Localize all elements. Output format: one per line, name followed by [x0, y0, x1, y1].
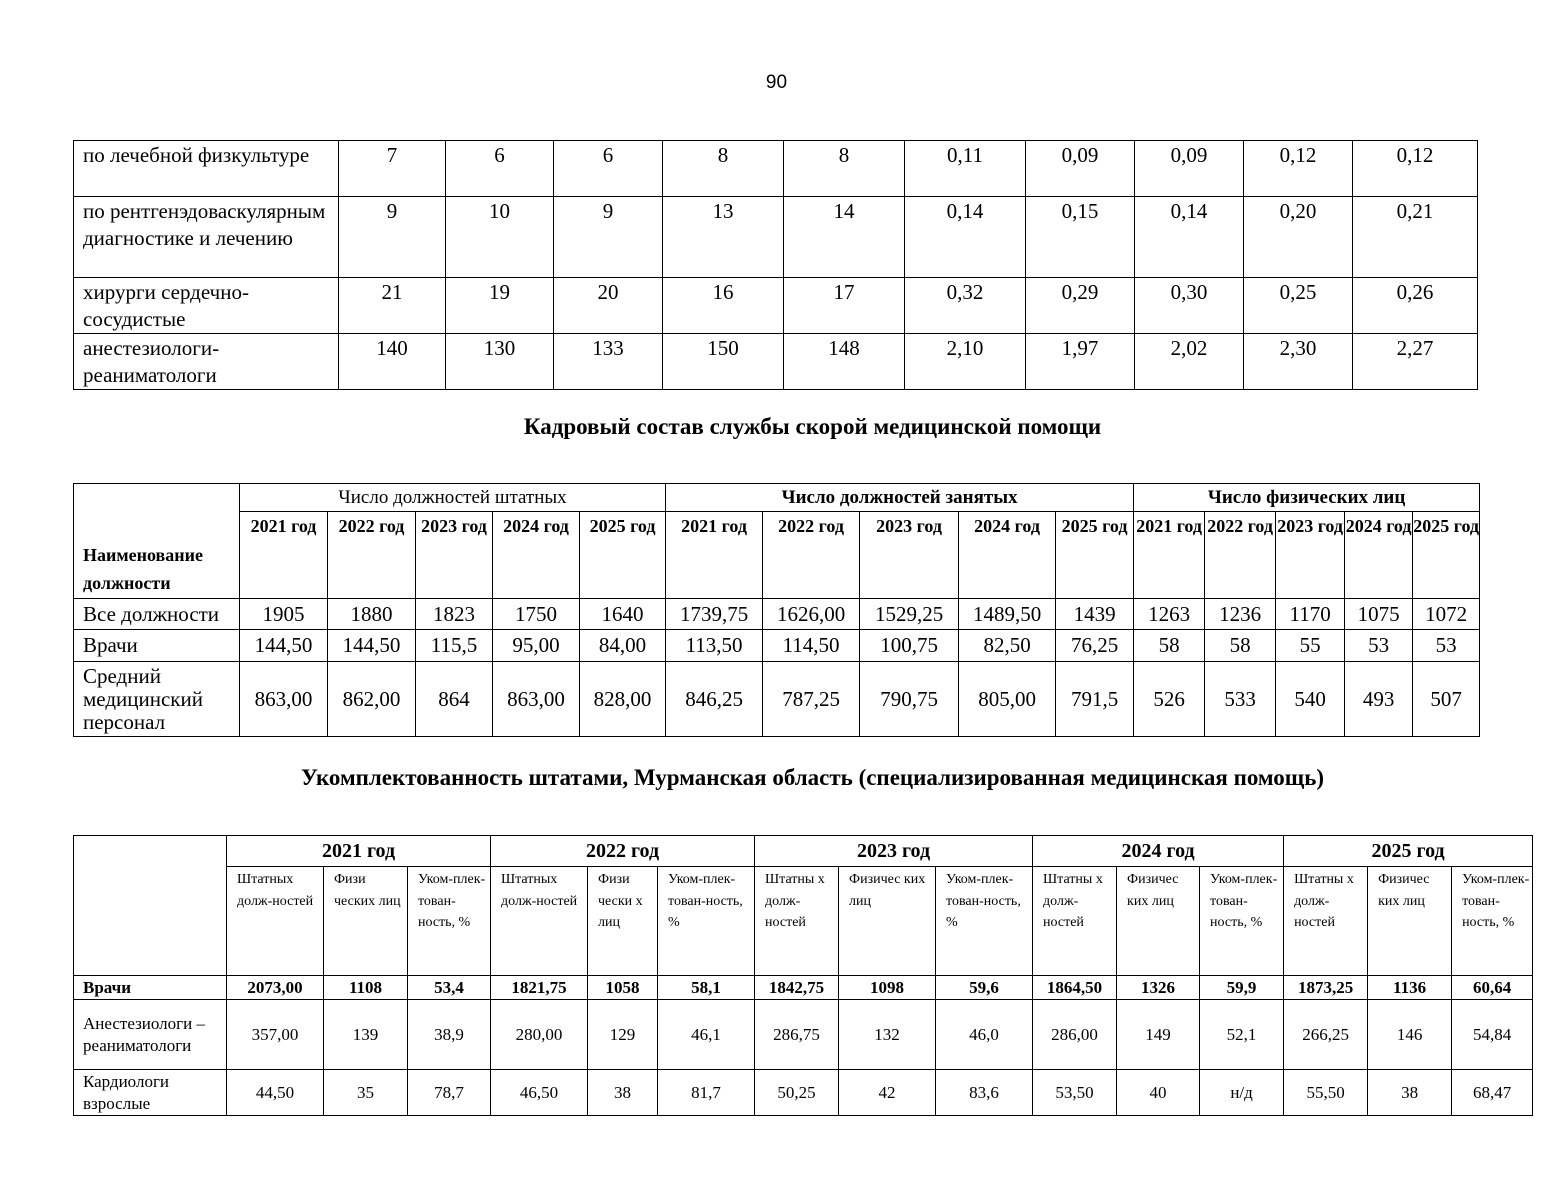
year-header: 2023 год — [860, 512, 959, 599]
table-cell: 0,11 — [905, 141, 1026, 197]
column-subheader: Уком-плек-тован-ность, % — [658, 867, 755, 976]
table-cell: 2,30 — [1244, 334, 1353, 390]
table-cell: 266,25 — [1284, 1000, 1368, 1070]
table-cell: 55 — [1276, 630, 1345, 662]
row-label: Врачи — [74, 976, 227, 1000]
table-cell: 149 — [1117, 1000, 1200, 1070]
year-header: 2022 год — [763, 512, 860, 599]
table-cell: 6 — [554, 141, 663, 197]
year-header: 2025 год — [580, 512, 666, 599]
table-cell: 150 — [663, 334, 784, 390]
table-cell: 129 — [588, 1000, 658, 1070]
year-header: 2024 год — [1033, 836, 1284, 867]
table-cell: 540 — [1276, 662, 1345, 737]
table-cell: 0,09 — [1026, 141, 1135, 197]
year-header: 2023 год — [1276, 512, 1345, 599]
row-label: анестезиологи-реаниматологи — [74, 334, 339, 390]
section-heading: Укомплектованность штатами, Мурманская область (специализированная медицинская помощь) — [300, 765, 1325, 790]
table-cell: 38 — [1368, 1070, 1452, 1116]
table-row — [74, 976, 1533, 1000]
table-cell: 1626,00 — [763, 599, 860, 630]
table-cell: 76,25 — [1056, 630, 1134, 662]
table-cell: 10 — [446, 197, 554, 278]
table-cell: 1108 — [324, 976, 408, 1000]
table-cell: 21 — [339, 278, 446, 334]
table-cell: 55,50 — [1284, 1070, 1368, 1116]
table-row — [74, 197, 1478, 278]
ambulance-staff-table — [73, 483, 1480, 737]
table-cell: 1640 — [580, 599, 666, 630]
table-cell: 46,50 — [491, 1070, 588, 1116]
year-header: 2022 год — [328, 512, 416, 599]
table-cell: 1489,50 — [959, 599, 1056, 630]
table-cell: 0,20 — [1244, 197, 1353, 278]
year-header: 2021 год — [227, 836, 491, 867]
table-cell: 1098 — [839, 976, 936, 1000]
column-subheader: Уком-плек-тован-ность, % — [408, 867, 491, 976]
table-cell: 53 — [1345, 630, 1413, 662]
table-cell: 0,21 — [1353, 197, 1478, 278]
table-cell: 8 — [663, 141, 784, 197]
table-cell: 0,32 — [905, 278, 1026, 334]
table-cell: 863,00 — [240, 662, 328, 737]
table-cell: 130 — [446, 334, 554, 390]
table-cell: 19 — [446, 278, 554, 334]
table-cell: 20 — [554, 278, 663, 334]
table-cell: 132 — [839, 1000, 936, 1070]
table-cell: 133 — [554, 334, 663, 390]
year-header: 2021 год — [666, 512, 763, 599]
table-cell: 805,00 — [959, 662, 1056, 737]
table-cell: 46,0 — [936, 1000, 1033, 1070]
table-cell: 115,5 — [416, 630, 493, 662]
table-cell: 68,47 — [1452, 1070, 1533, 1116]
table-cell: 139 — [324, 1000, 408, 1070]
table-cell: 114,50 — [763, 630, 860, 662]
column-subheader: Штатны х долж-ностей — [1033, 867, 1117, 976]
table-cell: 864 — [416, 662, 493, 737]
table-cell: 53,4 — [408, 976, 491, 1000]
column-subheader: Штатных долж-ностей — [227, 867, 324, 976]
table-cell: 787,25 — [763, 662, 860, 737]
table-cell: 791,5 — [1056, 662, 1134, 737]
table-cell: 1,97 — [1026, 334, 1135, 390]
table-cell: 83,6 — [936, 1070, 1033, 1116]
table-cell: 357,00 — [227, 1000, 324, 1070]
table-cell: 493 — [1345, 662, 1413, 737]
table-cell: 790,75 — [860, 662, 959, 737]
year-header: 2021 год — [1134, 512, 1205, 599]
year-header: 2023 год — [416, 512, 493, 599]
row-label: Средний медицинский персонал — [74, 662, 240, 737]
table-row — [74, 599, 1480, 630]
table-cell: 828,00 — [580, 662, 666, 737]
table-cell: 95,00 — [493, 630, 580, 662]
table-cell: 846,25 — [666, 662, 763, 737]
table-cell: 16 — [663, 278, 784, 334]
table-cell: 35 — [324, 1070, 408, 1116]
table-cell: 148 — [784, 334, 905, 390]
table-cell: 507 — [1413, 662, 1480, 737]
table-cell: 1263 — [1134, 599, 1205, 630]
table-cell: 862,00 — [328, 662, 416, 737]
year-header: 2023 год — [755, 836, 1033, 867]
row-label: Все должности — [74, 599, 240, 630]
table-row — [74, 1070, 1533, 1116]
table-cell: 40 — [1117, 1070, 1200, 1116]
table-cell: 280,00 — [491, 1000, 588, 1070]
year-header: 2021 год — [240, 512, 328, 599]
table-row — [74, 141, 1478, 197]
table-cell: 1823 — [416, 599, 493, 630]
row-label: Врачи — [74, 630, 240, 662]
table-cell: 0,14 — [1135, 197, 1244, 278]
table-cell: 1136 — [1368, 976, 1452, 1000]
table-cell: 1058 — [588, 976, 658, 1000]
table-cell: 81,7 — [658, 1070, 755, 1116]
table-cell: 0,29 — [1026, 278, 1135, 334]
table-cell: 0,30 — [1135, 278, 1244, 334]
table-cell: 0,12 — [1244, 141, 1353, 197]
position-column-header: Наименование должности — [74, 484, 240, 599]
table-row — [74, 334, 1478, 390]
group-header: Число физических лиц — [1134, 484, 1480, 512]
table-cell: 54,84 — [1452, 1000, 1533, 1070]
table-cell: 0,14 — [905, 197, 1026, 278]
table-cell: 44,50 — [227, 1070, 324, 1116]
table-cell: 9 — [339, 197, 446, 278]
staffing-level-table — [73, 835, 1533, 1116]
table-cell: 6 — [446, 141, 554, 197]
table-row — [74, 630, 1480, 662]
row-label: по рентгенэдоваскулярным диагностике и лечению — [74, 197, 339, 278]
row-label: хирурги сердечно-сосудистые — [74, 278, 339, 334]
table-cell: 1739,75 — [666, 599, 763, 630]
table-cell: 53,50 — [1033, 1070, 1117, 1116]
table-cell: 2073,00 — [227, 976, 324, 1000]
table-cell: 59,6 — [936, 976, 1033, 1000]
row-label: по лечебной физкультуре — [74, 141, 339, 197]
column-subheader: Физичес ких лиц — [1368, 867, 1452, 976]
table-cell: 533 — [1205, 662, 1276, 737]
table-row — [74, 662, 1480, 737]
table-cell: 1072 — [1413, 599, 1480, 630]
column-subheader: Уком-плек-тован-ность, % — [936, 867, 1033, 976]
year-header: 2024 год — [1345, 512, 1413, 599]
table-cell: 42 — [839, 1070, 936, 1116]
table-cell: 0,12 — [1353, 141, 1478, 197]
table-cell: 2,02 — [1135, 334, 1244, 390]
section-heading: Кадровый состав службы скорой медицинской помощи — [523, 414, 1102, 439]
table-cell: 1842,75 — [755, 976, 839, 1000]
table-cell: 50,25 — [755, 1070, 839, 1116]
table-cell: 286,75 — [755, 1000, 839, 1070]
table-cell: 53 — [1413, 630, 1480, 662]
table-cell: 144,50 — [240, 630, 328, 662]
table-cell: 8 — [784, 141, 905, 197]
row-label: Анестезиологи – реаниматологи — [74, 1000, 227, 1070]
table-cell: 58 — [1205, 630, 1276, 662]
group-header: Число должностей занятых — [666, 484, 1134, 512]
row-label: Кардиологи взрослые — [74, 1070, 227, 1116]
table-cell: 113,50 — [666, 630, 763, 662]
table-cell: 526 — [1134, 662, 1205, 737]
table-cell: 863,00 — [493, 662, 580, 737]
table-cell: 17 — [784, 278, 905, 334]
table-cell: 1873,25 — [1284, 976, 1368, 1000]
table-cell: 60,64 — [1452, 976, 1533, 1000]
group-header: Число должностей штатных — [240, 484, 666, 512]
table-cell: 1075 — [1345, 599, 1413, 630]
table-cell: 9 — [554, 197, 663, 278]
table-cell: 1821,75 — [491, 976, 588, 1000]
table-cell: 78,7 — [408, 1070, 491, 1116]
table-cell: 84,00 — [580, 630, 666, 662]
year-header: 2022 год — [491, 836, 755, 867]
table-cell: 59,9 — [1200, 976, 1284, 1000]
column-subheader: Штатны х долж-ностей — [755, 867, 839, 976]
table-row — [74, 1000, 1533, 1070]
table-cell: 38 — [588, 1070, 658, 1116]
table-cell: 46,1 — [658, 1000, 755, 1070]
table-cell: 1439 — [1056, 599, 1134, 630]
column-subheader: Штатных долж-ностей — [491, 867, 588, 976]
table-cell: 1236 — [1205, 599, 1276, 630]
year-header: 2025 год — [1284, 836, 1533, 867]
table-cell: 140 — [339, 334, 446, 390]
table-row — [74, 278, 1478, 334]
table-cell: 1170 — [1276, 599, 1345, 630]
column-subheader: Уком-плек-тован-ность, % — [1200, 867, 1284, 976]
year-header: 2024 год — [493, 512, 580, 599]
table-cell: 1529,25 — [860, 599, 959, 630]
specialists-continuation-table — [73, 140, 1478, 390]
table-cell: 144,50 — [328, 630, 416, 662]
table-cell: 58,1 — [658, 976, 755, 1000]
table-cell: 0,26 — [1353, 278, 1478, 334]
table-cell: 13 — [663, 197, 784, 278]
table-cell: 2,27 — [1353, 334, 1478, 390]
table-cell: н/д — [1200, 1070, 1284, 1116]
table-cell: 1864,50 — [1033, 976, 1117, 1000]
table-cell: 286,00 — [1033, 1000, 1117, 1070]
table-cell: 1326 — [1117, 976, 1200, 1000]
year-header: 2022 год — [1205, 512, 1276, 599]
table-cell: 146 — [1368, 1000, 1452, 1070]
column-subheader: Физичес ких лиц — [1117, 867, 1200, 976]
table-cell: 1905 — [240, 599, 328, 630]
table-cell: 14 — [784, 197, 905, 278]
table-cell: 1880 — [328, 599, 416, 630]
table-cell: 52,1 — [1200, 1000, 1284, 1070]
table-cell: 0,09 — [1135, 141, 1244, 197]
table-cell: 0,15 — [1026, 197, 1135, 278]
table-cell: 38,9 — [408, 1000, 491, 1070]
table-cell: 1750 — [493, 599, 580, 630]
column-subheader: Уком-плек-тован-ность, % — [1452, 867, 1533, 976]
page-number: 90 — [765, 72, 788, 93]
table-cell: 100,75 — [860, 630, 959, 662]
column-subheader: Штатны х долж-ностей — [1284, 867, 1368, 976]
table-cell: 2,10 — [905, 334, 1026, 390]
table-cell: 7 — [339, 141, 446, 197]
column-subheader: Физи ческих лиц — [324, 867, 408, 976]
year-header: 2025 год — [1413, 512, 1480, 599]
table-cell: 0,25 — [1244, 278, 1353, 334]
column-subheader: Физичес ких лиц — [839, 867, 936, 976]
table-cell: 58 — [1134, 630, 1205, 662]
table-cell: 82,50 — [959, 630, 1056, 662]
year-header: 2024 год — [959, 512, 1056, 599]
year-header: 2025 год — [1056, 512, 1134, 599]
column-subheader: Физи чески х лиц — [588, 867, 658, 976]
empty-corner-cell — [74, 836, 227, 976]
